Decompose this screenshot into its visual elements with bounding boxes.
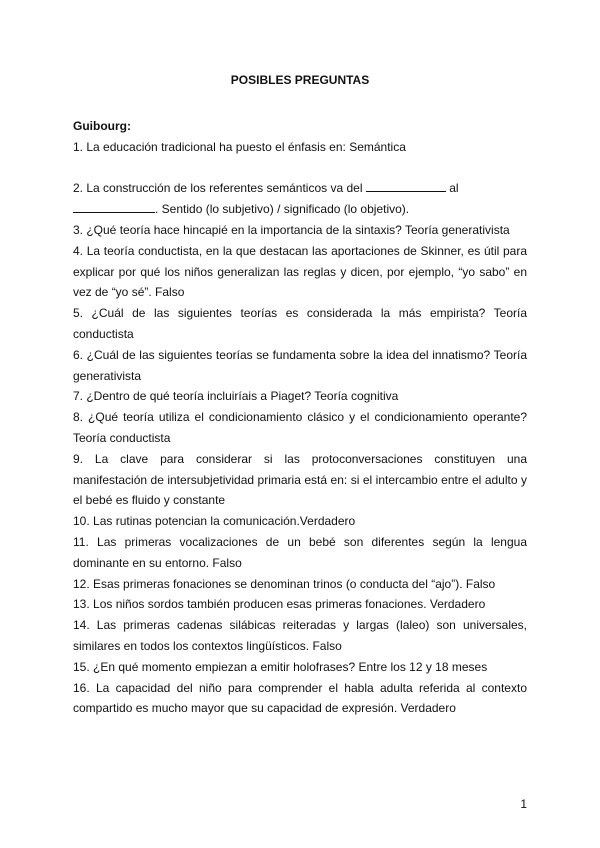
question-2-part-1: 2. La construcción de los referentes semánticos va del: [73, 181, 363, 196]
question-2-part-3: . Sentido (lo subjetivo) / significado (lo objetivo).: [155, 202, 410, 217]
page-title: POSIBLES PREGUNTAS: [230, 73, 370, 87]
question-9: 9. La clave para considerar si las protoconversaciones constituyen una manifestación de intersubjetividad primaria está en: si el intercambio entre el adulto y el bebé es fluido y constante: [73, 451, 527, 508]
question-1: 1. La educación tradicional ha puesto el énfasis en: Semántica: [73, 139, 406, 154]
question-2-part-2: al: [449, 181, 459, 196]
question-14: 14. Las primeras cadenas silábicas reiteradas y largas (laleo) son universales, similares en todos los contextos lingüísticos. Falso: [73, 618, 527, 653]
question-15: 15. ¿En qué momento empiezan a emitir holofrases? Entre los 12 y 18 meses: [73, 659, 488, 674]
question-8: 8. ¿Qué teoría utiliza el condicionamiento clásico y el condicionamiento operante? Teoría conductista: [73, 410, 527, 445]
section-heading: Guibourg:: [73, 119, 131, 133]
blank-line: [73, 158, 527, 179]
answer-blank-2: [73, 201, 155, 213]
question-3: 3. ¿Qué teoría hace hincapié en la importancia de la sintaxis? Teoría generativista: [73, 222, 510, 237]
question-2: [73, 178, 527, 220]
question-12: 12. Esas primeras fonaciones se denominan trinos (o conducta del “ajo”). Falso: [73, 576, 496, 591]
question-16: 16. La capacidad del niño para comprender el habla adulta referida al contexto compartido es mucho mayor que su capacidad de expresión. Verdadero: [73, 680, 527, 716]
question-11: 11. Las primeras vocalizaciones de un bebé son diferentes según la lengua dominante en su entorno. Falso: [73, 534, 527, 570]
question-6: 6. ¿Cuál de las siguientes teorías se fundamenta sobre la idea del innatismo? Teoría generativista: [73, 347, 527, 383]
question-10: 10. Las rutinas potencian la comunicación.Verdadero: [73, 514, 356, 529]
questions-body: [73, 116, 527, 719]
question-13: 13. Los niños sordos también producen esas primeras fonaciones. Verdadero: [73, 597, 486, 612]
answer-blank-1: [366, 180, 446, 192]
question-5: 5. ¿Cuál de las siguientes teorías es considerada la más empirista? Teoría conductista: [73, 306, 527, 341]
question-7: 7. ¿Dentro de qué teoría incluiríais a Piaget? Teoría cognitiva: [73, 389, 399, 404]
question-4: 4. La teoría conductista, en la que destacan las aportaciones de Skinner, es útil para explicar por qué los niños generalizan las reglas y dicen, por ejemplo, “yo sabo” en vez de “yo sé”. Falso: [73, 243, 527, 300]
page-number: 1: [520, 797, 527, 811]
